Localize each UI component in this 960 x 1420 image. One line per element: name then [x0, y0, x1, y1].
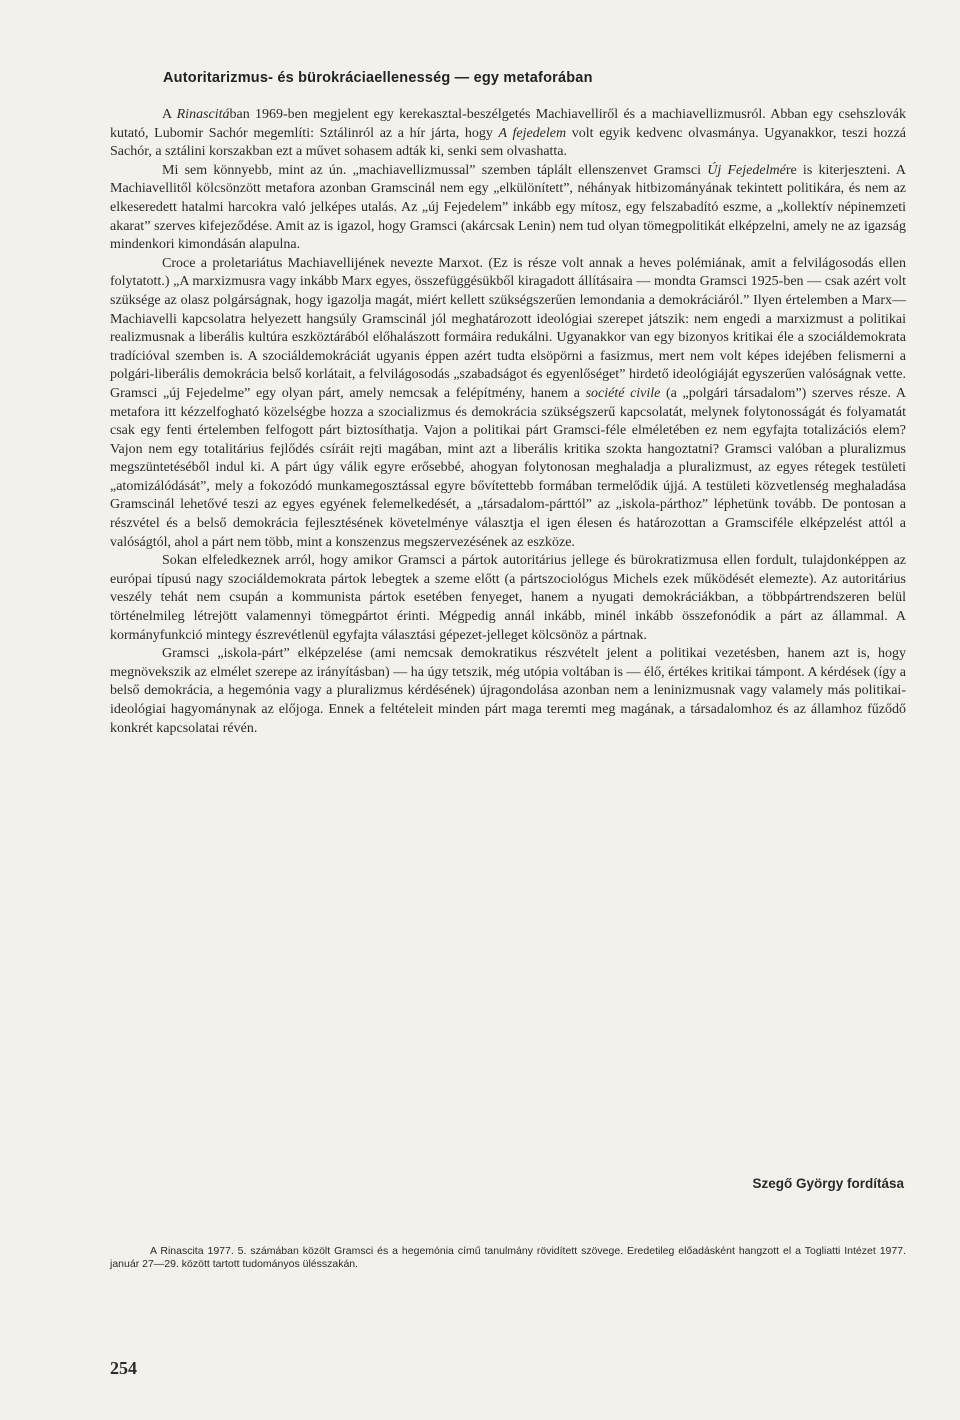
- paragraph-text: ban 1969-ben megjelent egy kerekasztal-beszélgetés Machiavelliről és a machiavellizmusról. Abban egy csehszlovák kutató, Lubomir Sachór megemlíti: Sztálinról az a hír járta, hogy: [110, 107, 906, 141]
- translator-signature: Szegő György fordítása: [752, 1176, 904, 1191]
- paragraph: [110, 255, 906, 553]
- footnote: [110, 1245, 906, 1271]
- paragraph-text: Sokan elfeledkeznek arról, hogy amikor Gramsci a pártok autoritárius jellege és bürokratizmusa ellen fordult, tulajdonképpen az európai típusú nagy szociáldemokrata pártok lebegtek a szeme előtt (a pártszociológus Michels ezek működését elemezte). Az autoritárius veszély tehát nem csupán a kommunista pártok esetében fenyeget, hanem a nyugati demokráciákban, a többpártrendszeren belül történelmileg létrejött valamennyi tömegpártot érinti. Mégpedig annál inkább, minél inkább összefonódik a párt az állammal. A kormányfunkció mintegy észrevétlenül egyfajta választási gépezet-jelleget kölcsönöz a pártnak.: [110, 553, 906, 643]
- paragraph: [110, 552, 906, 645]
- article-title: Autoritarizmus- és bürokráciaellenesség — egy metaforában: [163, 70, 593, 86]
- article-body: [110, 106, 906, 738]
- paragraph: [110, 162, 906, 255]
- paragraph-text: A: [162, 107, 177, 122]
- paragraph-text: Mi sem könnyebb, mint az ún. „machiavellizmussal” szemben táplált ellenszenvet Gramsci: [162, 162, 708, 178]
- italic-text: Új Fejedelmé: [707, 162, 786, 178]
- footnote-text: A Rinascita 1977. 5. számában közölt Gramsci és a hegemónia című tanulmány rövidített szövege. Eredetileg előadásként hangzott el a Togliatti Intézet 1977. január 27—29. között tartott tudományos ülésszakán.: [110, 1245, 906, 1270]
- paragraph-text: re is kiterjeszteni. A Machiavellitől kölcsönzött metafora azonban Gramscinál nem egy „elkülönített”, néhányak hitbizományának tekintett politikára, és nem az elkeseredett hatalmi harcokra való jelképes utalás. Az „új Fejedelem” inkább egy mítosz, egy felszabadító eszme, a „kollektív népinemzeti akarat” szerves kifejeződése. Amit az is igazol, hogy Gramsci (akárcsak Lenin) nem tud olyan tömegpolitikát elképzelni, amely ne az igazság mindenkori kimondásán alapulna.: [110, 162, 907, 253]
- italic-text: société civile: [585, 385, 661, 401]
- paragraph-text: (a „polgári társadalom”) szerves része. A metafora itt kézzelfogható közelségbe hozza a szocializmus és demokrácia szükségszerű kapcsolatát, melynek folytonosságát és folyamatát csak egy fenti értelemben felfogott párt biztosíthatja. Vajon a politikai párt Gramsci-féle elméletében ez nem egyfajta totalizációs elem? Vajon nem egy totalitárius fejlődés csíráit rejti magában, mint azt a liberális kritika szokta hangoztatni? Gramsci valóban a pluralizmus megszüntetéséből indul ki. A párt úgy válik egyre erősebbé, ahogyan folytonosan meghaladja a pluralizmust, az egyes rétegek testületi „atomizálódását”, mely a fokozódó munkamegosztással egyre bővítettebb formában termelődik újjá. A testületi közvetlenség meghaladása Gramscinál lehetővé teszi az egyes egyének felemelkedését, a „társadalom-párttól” az „iskola-párthoz” léphetünk tovább. De pontosan a részvétel és a belső demokrácia fejlesztésének követelménye választja el igen élesen és határozottan a Gramsciféle elképzelést attól a valóságtól, ahol a párt nem több, mint a konszenzus megszervezésének az eszköze.: [110, 385, 906, 550]
- italic-text: A fejedelem: [498, 125, 567, 141]
- paragraph: [110, 106, 906, 162]
- italic-text: Rinascitá: [176, 107, 230, 122]
- paragraph: [110, 645, 906, 738]
- paragraph-text: Croce a proletariátus Machiavellijének nevezte Marxot. (Ez is része volt annak a heves polémiának, amit a felvilágosodás ellen folytatott.) „A marxizmusra vagy inkább Marx egyes, összefüggésükből kiragadott állításaira — mondta Gramsci 1925-ben — csak azért volt szüksége az olasz polgárságnak, hogy igazolja magát, miért kellett szükségszerűen lemondania a demokráciáról.” Ilyen értelemben a Marx—Machiavelli kapcsolatra helyezett hangsúly Gramscinál jól meghatározott ideológiai szerepet játszik: nem engedi a marxizmust a politikai realizmusnak a liberális kultúra eszköztárából előhalászott formáira redukálni. Ugyanakkor van egy bizonyos kritikai éle a szociáldemokrata tradícióval szemben is. A szociáldemokráciát ugyanis éppen azért tudta elsöpörni a fasizmus, mert nem volt képes idejében felismerni a polgári-liberális demokrácia belső korlátait, a felvilágosodás „szabadságot és egyenlőséget” hirdető ideológiáját egyszerűen valóságnak vette. Gramsci „új Fejedelme” egy olyan párt, amely nemcsak a felépítmény, hanem a: [110, 255, 906, 401]
- paragraph-text: Gramsci „iskola-párt” elképzelése (ami nemcsak demokratikus részvételt jelent a politikai vezetésben, hanem azt is, hogy megnövekszik az elmélet szerepe az irányításban) — ha úgy tetszik, még utópia voltában is — élő, értékes kritikai támpont. A kérdések (így a belső demokrácia, a hegemónia vagy a pluralizmus kérdésének) újragondolása azonban nem a leninizmusnak vagy valamely más politikai-ideológiai hagyománynak az előjoga. Ennek a feltételeit minden párt maga teremti meg magának, a társadalomhoz és az államhoz fűződő konkrét kapcsolatai révén.: [110, 646, 906, 736]
- paragraph-text: volt egyik kedvenc olvasmánya. Ugyanakkor, teszi hozzá Sachór, a sztálini korszakban ezt a művet sohasem adták ki, senki sem olvashatta.: [110, 125, 907, 160]
- page-number: 254: [110, 1358, 137, 1378]
